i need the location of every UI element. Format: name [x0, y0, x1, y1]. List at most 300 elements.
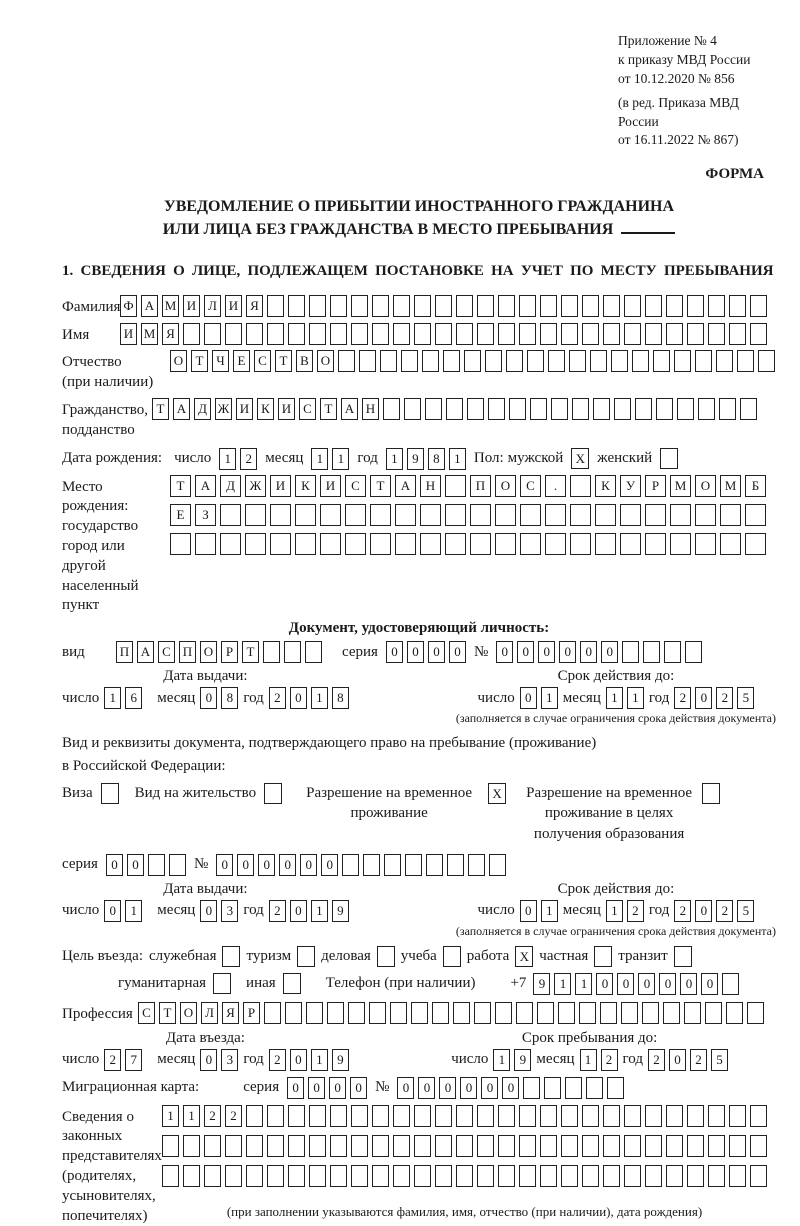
char-cell[interactable]: Б: [745, 475, 766, 497]
char-cell[interactable]: П: [179, 641, 196, 663]
char-cell[interactable]: [698, 398, 715, 420]
char-cell[interactable]: Ж: [215, 398, 232, 420]
purpose-work-checkbox[interactable]: X: [515, 946, 533, 967]
char-cell[interactable]: 0: [617, 973, 634, 995]
char-cell[interactable]: [401, 350, 418, 372]
char-cell[interactable]: 0: [407, 641, 424, 663]
char-cell[interactable]: .: [545, 475, 566, 497]
char-cell[interactable]: [729, 1165, 746, 1187]
char-cell[interactable]: [267, 295, 284, 317]
char-cell[interactable]: [545, 533, 566, 555]
char-cell[interactable]: [745, 533, 766, 555]
char-cell[interactable]: [570, 475, 591, 497]
char-cell[interactable]: [447, 854, 464, 876]
char-cell[interactable]: О: [180, 1002, 197, 1024]
char-cell[interactable]: [320, 504, 341, 526]
char-cell[interactable]: [372, 1105, 389, 1127]
char-cell[interactable]: [405, 854, 422, 876]
char-cell[interactable]: [758, 350, 775, 372]
char-cell[interactable]: [603, 323, 620, 345]
char-cell[interactable]: [624, 1105, 641, 1127]
char-cell[interactable]: 1: [627, 687, 644, 709]
edu-permit-checkbox[interactable]: [702, 783, 720, 804]
char-cell[interactable]: [716, 350, 733, 372]
char-cell[interactable]: 2: [269, 900, 286, 922]
char-cell[interactable]: [607, 1077, 624, 1099]
char-cell[interactable]: 1: [311, 448, 328, 470]
char-cell[interactable]: 0: [496, 641, 513, 663]
char-cell[interactable]: 0: [127, 854, 144, 876]
char-cell[interactable]: С: [138, 1002, 155, 1024]
char-cell[interactable]: 9: [332, 1049, 349, 1071]
char-cell[interactable]: [622, 641, 639, 663]
char-cell[interactable]: 1: [311, 1049, 328, 1071]
char-cell[interactable]: [750, 1105, 767, 1127]
char-cell[interactable]: [330, 1135, 347, 1157]
char-cell[interactable]: [684, 1002, 701, 1024]
char-cell[interactable]: 0: [287, 1077, 304, 1099]
char-cell[interactable]: [468, 854, 485, 876]
char-cell[interactable]: 1: [125, 900, 142, 922]
char-cell[interactable]: [729, 1105, 746, 1127]
char-cell[interactable]: [582, 1105, 599, 1127]
char-cell[interactable]: [645, 1105, 662, 1127]
char-cell[interactable]: [309, 1165, 326, 1187]
char-cell[interactable]: У: [620, 475, 641, 497]
char-cell[interactable]: [270, 533, 291, 555]
char-cell[interactable]: [670, 533, 691, 555]
char-cell[interactable]: П: [116, 641, 133, 663]
char-cell[interactable]: [288, 1165, 305, 1187]
char-cell[interactable]: [495, 533, 516, 555]
char-cell[interactable]: [663, 1002, 680, 1024]
char-cell[interactable]: [363, 854, 380, 876]
char-cell[interactable]: 1: [219, 448, 236, 470]
char-cell[interactable]: [603, 1165, 620, 1187]
char-cell[interactable]: [645, 533, 666, 555]
char-cell[interactable]: [162, 1135, 179, 1157]
char-cell[interactable]: И: [183, 295, 200, 317]
char-cell[interactable]: [506, 350, 523, 372]
char-cell[interactable]: 5: [711, 1049, 728, 1071]
char-cell[interactable]: Е: [233, 350, 250, 372]
char-cell[interactable]: М: [720, 475, 741, 497]
char-cell[interactable]: 2: [716, 900, 733, 922]
char-cell[interactable]: 8: [428, 448, 445, 470]
char-cell[interactable]: О: [317, 350, 334, 372]
char-cell[interactable]: [520, 533, 541, 555]
char-cell[interactable]: [426, 854, 443, 876]
char-cell[interactable]: 0: [659, 973, 676, 995]
char-cell[interactable]: [414, 1135, 431, 1157]
char-cell[interactable]: 0: [669, 1049, 686, 1071]
char-cell[interactable]: [750, 1135, 767, 1157]
char-cell[interactable]: Р: [645, 475, 666, 497]
char-cell[interactable]: [590, 350, 607, 372]
char-cell[interactable]: [642, 1002, 659, 1024]
char-cell[interactable]: [582, 1165, 599, 1187]
char-cell[interactable]: 0: [601, 641, 618, 663]
char-cell[interactable]: [645, 1165, 662, 1187]
char-cell[interactable]: [687, 1165, 704, 1187]
char-cell[interactable]: 1: [575, 973, 592, 995]
char-cell[interactable]: [345, 504, 366, 526]
char-cell[interactable]: [708, 1105, 725, 1127]
char-cell[interactable]: [705, 1002, 722, 1024]
char-cell[interactable]: [446, 398, 463, 420]
char-cell[interactable]: [204, 1165, 221, 1187]
char-cell[interactable]: [540, 295, 557, 317]
char-cell[interactable]: 0: [428, 641, 445, 663]
char-cell[interactable]: [498, 323, 515, 345]
char-cell[interactable]: Т: [242, 641, 259, 663]
char-cell[interactable]: 1: [606, 687, 623, 709]
char-cell[interactable]: 9: [533, 973, 550, 995]
char-cell[interactable]: [288, 1135, 305, 1157]
char-cell[interactable]: А: [173, 398, 190, 420]
char-cell[interactable]: 2: [225, 1105, 242, 1127]
char-cell[interactable]: [225, 323, 242, 345]
char-cell[interactable]: 8: [221, 687, 238, 709]
char-cell[interactable]: [643, 641, 660, 663]
char-cell[interactable]: 9: [332, 900, 349, 922]
char-cell[interactable]: [183, 323, 200, 345]
char-cell[interactable]: 2: [627, 900, 644, 922]
char-cell[interactable]: [664, 641, 681, 663]
char-cell[interactable]: [645, 504, 666, 526]
char-cell[interactable]: [572, 398, 589, 420]
char-cell[interactable]: [195, 533, 216, 555]
char-cell[interactable]: Ж: [245, 475, 266, 497]
char-cell[interactable]: [579, 1002, 596, 1024]
char-cell[interactable]: [246, 1135, 263, 1157]
char-cell[interactable]: [540, 1105, 557, 1127]
char-cell[interactable]: [519, 1165, 536, 1187]
char-cell[interactable]: [285, 1002, 302, 1024]
char-cell[interactable]: 3: [221, 900, 238, 922]
char-cell[interactable]: И: [320, 475, 341, 497]
char-cell[interactable]: Р: [243, 1002, 260, 1024]
char-cell[interactable]: [414, 1165, 431, 1187]
char-cell[interactable]: 0: [538, 641, 555, 663]
char-cell[interactable]: [383, 398, 400, 420]
char-cell[interactable]: Я: [222, 1002, 239, 1024]
char-cell[interactable]: [246, 1165, 263, 1187]
char-cell[interactable]: 8: [332, 687, 349, 709]
char-cell[interactable]: М: [670, 475, 691, 497]
char-cell[interactable]: 0: [290, 1049, 307, 1071]
char-cell[interactable]: [220, 533, 241, 555]
char-cell[interactable]: [445, 475, 466, 497]
char-cell[interactable]: 1: [311, 687, 328, 709]
char-cell[interactable]: [395, 533, 416, 555]
char-cell[interactable]: [614, 398, 631, 420]
char-cell[interactable]: [359, 350, 376, 372]
char-cell[interactable]: 0: [449, 641, 466, 663]
char-cell[interactable]: [750, 1165, 767, 1187]
char-cell[interactable]: [351, 1135, 368, 1157]
char-cell[interactable]: [372, 1165, 389, 1187]
char-cell[interactable]: 2: [716, 687, 733, 709]
char-cell[interactable]: [561, 295, 578, 317]
char-cell[interactable]: [435, 1105, 452, 1127]
char-cell[interactable]: [695, 350, 712, 372]
char-cell[interactable]: [270, 504, 291, 526]
char-cell[interactable]: [351, 323, 368, 345]
char-cell[interactable]: [635, 398, 652, 420]
char-cell[interactable]: [498, 1165, 515, 1187]
char-cell[interactable]: 2: [269, 687, 286, 709]
char-cell[interactable]: 1: [493, 1049, 510, 1071]
char-cell[interactable]: [204, 323, 221, 345]
char-cell[interactable]: [414, 323, 431, 345]
char-cell[interactable]: [708, 1135, 725, 1157]
char-cell[interactable]: 0: [329, 1077, 346, 1099]
char-cell[interactable]: [288, 1105, 305, 1127]
char-cell[interactable]: [722, 973, 739, 995]
char-cell[interactable]: [370, 533, 391, 555]
char-cell[interactable]: З: [195, 504, 216, 526]
char-cell[interactable]: [729, 295, 746, 317]
char-cell[interactable]: [306, 1002, 323, 1024]
char-cell[interactable]: [420, 504, 441, 526]
char-cell[interactable]: [435, 323, 452, 345]
char-cell[interactable]: [267, 1165, 284, 1187]
char-cell[interactable]: [342, 854, 359, 876]
char-cell[interactable]: [372, 1135, 389, 1157]
purpose-humanitarian-checkbox[interactable]: [213, 973, 231, 994]
char-cell[interactable]: [305, 641, 322, 663]
char-cell[interactable]: 0: [695, 687, 712, 709]
char-cell[interactable]: 0: [200, 1049, 217, 1071]
char-cell[interactable]: [624, 1135, 641, 1157]
char-cell[interactable]: 1: [162, 1105, 179, 1127]
char-cell[interactable]: [708, 295, 725, 317]
char-cell[interactable]: [666, 323, 683, 345]
char-cell[interactable]: И: [225, 295, 242, 317]
char-cell[interactable]: А: [341, 398, 358, 420]
char-cell[interactable]: Т: [152, 398, 169, 420]
char-cell[interactable]: [295, 533, 316, 555]
char-cell[interactable]: [620, 504, 641, 526]
char-cell[interactable]: [183, 1135, 200, 1157]
char-cell[interactable]: 0: [517, 641, 534, 663]
char-cell[interactable]: [750, 323, 767, 345]
char-cell[interactable]: [443, 350, 460, 372]
char-cell[interactable]: [624, 1165, 641, 1187]
char-cell[interactable]: [632, 350, 649, 372]
char-cell[interactable]: [527, 350, 544, 372]
char-cell[interactable]: Д: [220, 475, 241, 497]
char-cell[interactable]: А: [195, 475, 216, 497]
char-cell[interactable]: [435, 295, 452, 317]
char-cell[interactable]: [393, 1135, 410, 1157]
char-cell[interactable]: К: [595, 475, 616, 497]
char-cell[interactable]: [393, 1105, 410, 1127]
char-cell[interactable]: [370, 504, 391, 526]
char-cell[interactable]: 0: [418, 1077, 435, 1099]
char-cell[interactable]: Ф: [120, 295, 137, 317]
char-cell[interactable]: [745, 504, 766, 526]
char-cell[interactable]: [456, 323, 473, 345]
char-cell[interactable]: [645, 1135, 662, 1157]
char-cell[interactable]: [595, 504, 616, 526]
char-cell[interactable]: [520, 504, 541, 526]
male-checkbox[interactable]: X: [571, 448, 589, 469]
char-cell[interactable]: [519, 1135, 536, 1157]
char-cell[interactable]: [320, 533, 341, 555]
char-cell[interactable]: Л: [204, 295, 221, 317]
char-cell[interactable]: [162, 1165, 179, 1187]
char-cell[interactable]: [561, 1165, 578, 1187]
char-cell[interactable]: [498, 1105, 515, 1127]
char-cell[interactable]: [485, 350, 502, 372]
char-cell[interactable]: [422, 350, 439, 372]
char-cell[interactable]: О: [695, 475, 716, 497]
char-cell[interactable]: Я: [162, 323, 179, 345]
char-cell[interactable]: [495, 1002, 512, 1024]
char-cell[interactable]: [582, 323, 599, 345]
purpose-transit-checkbox[interactable]: [674, 946, 692, 967]
char-cell[interactable]: [740, 398, 757, 420]
char-cell[interactable]: [687, 295, 704, 317]
char-cell[interactable]: [558, 1002, 575, 1024]
char-cell[interactable]: [666, 1135, 683, 1157]
char-cell[interactable]: [540, 1135, 557, 1157]
char-cell[interactable]: [477, 295, 494, 317]
char-cell[interactable]: [595, 533, 616, 555]
char-cell[interactable]: [561, 323, 578, 345]
char-cell[interactable]: [495, 504, 516, 526]
char-cell[interactable]: [393, 295, 410, 317]
char-cell[interactable]: [246, 1105, 263, 1127]
purpose-other-checkbox[interactable]: [283, 973, 301, 994]
char-cell[interactable]: Т: [370, 475, 391, 497]
char-cell[interactable]: [380, 350, 397, 372]
char-cell[interactable]: 0: [520, 687, 537, 709]
char-cell[interactable]: [548, 350, 565, 372]
char-cell[interactable]: [570, 533, 591, 555]
char-cell[interactable]: [677, 398, 694, 420]
char-cell[interactable]: [309, 295, 326, 317]
char-cell[interactable]: 2: [104, 1049, 121, 1071]
char-cell[interactable]: 1: [606, 900, 623, 922]
char-cell[interactable]: 2: [690, 1049, 707, 1071]
char-cell[interactable]: И: [236, 398, 253, 420]
char-cell[interactable]: М: [162, 295, 179, 317]
char-cell[interactable]: [565, 1077, 582, 1099]
char-cell[interactable]: 2: [601, 1049, 618, 1071]
char-cell[interactable]: [267, 1135, 284, 1157]
char-cell[interactable]: [284, 641, 301, 663]
char-cell[interactable]: [345, 533, 366, 555]
char-cell[interactable]: [435, 1135, 452, 1157]
purpose-business-checkbox[interactable]: [377, 946, 395, 967]
visa-checkbox[interactable]: [101, 783, 119, 804]
char-cell[interactable]: О: [495, 475, 516, 497]
char-cell[interactable]: [687, 1135, 704, 1157]
char-cell[interactable]: Т: [159, 1002, 176, 1024]
char-cell[interactable]: [309, 323, 326, 345]
char-cell[interactable]: 1: [183, 1105, 200, 1127]
char-cell[interactable]: [666, 295, 683, 317]
copy-number-blank[interactable]: [621, 220, 675, 234]
char-cell[interactable]: [687, 323, 704, 345]
purpose-official-checkbox[interactable]: [222, 946, 240, 967]
char-cell[interactable]: 0: [520, 900, 537, 922]
char-cell[interactable]: [603, 295, 620, 317]
char-cell[interactable]: [621, 1002, 638, 1024]
char-cell[interactable]: [372, 295, 389, 317]
char-cell[interactable]: [540, 323, 557, 345]
char-cell[interactable]: [537, 1002, 554, 1024]
char-cell[interactable]: [225, 1135, 242, 1157]
char-cell[interactable]: [330, 1165, 347, 1187]
char-cell[interactable]: [695, 504, 716, 526]
char-cell[interactable]: [393, 323, 410, 345]
char-cell[interactable]: [729, 323, 746, 345]
char-cell[interactable]: [489, 854, 506, 876]
char-cell[interactable]: [384, 854, 401, 876]
char-cell[interactable]: [561, 1105, 578, 1127]
char-cell[interactable]: 7: [125, 1049, 142, 1071]
char-cell[interactable]: [544, 1077, 561, 1099]
char-cell[interactable]: 1: [541, 687, 558, 709]
char-cell[interactable]: В: [296, 350, 313, 372]
char-cell[interactable]: 0: [290, 900, 307, 922]
char-cell[interactable]: 0: [106, 854, 123, 876]
char-cell[interactable]: [653, 350, 670, 372]
char-cell[interactable]: 3: [221, 1049, 238, 1071]
char-cell[interactable]: 0: [559, 641, 576, 663]
char-cell[interactable]: 0: [502, 1077, 519, 1099]
char-cell[interactable]: [351, 295, 368, 317]
char-cell[interactable]: [183, 1165, 200, 1187]
char-cell[interactable]: И: [270, 475, 291, 497]
char-cell[interactable]: [372, 323, 389, 345]
char-cell[interactable]: [645, 323, 662, 345]
char-cell[interactable]: [456, 1165, 473, 1187]
char-cell[interactable]: 0: [638, 973, 655, 995]
char-cell[interactable]: Т: [320, 398, 337, 420]
purpose-study-checkbox[interactable]: [443, 946, 461, 967]
char-cell[interactable]: [435, 1165, 452, 1187]
char-cell[interactable]: [246, 323, 263, 345]
char-cell[interactable]: [220, 504, 241, 526]
char-cell[interactable]: [404, 398, 421, 420]
char-cell[interactable]: Т: [191, 350, 208, 372]
char-cell[interactable]: Н: [420, 475, 441, 497]
char-cell[interactable]: [414, 1105, 431, 1127]
char-cell[interactable]: [488, 398, 505, 420]
char-cell[interactable]: [467, 398, 484, 420]
char-cell[interactable]: 9: [514, 1049, 531, 1071]
char-cell[interactable]: [498, 295, 515, 317]
char-cell[interactable]: [750, 295, 767, 317]
char-cell[interactable]: О: [170, 350, 187, 372]
char-cell[interactable]: [551, 398, 568, 420]
char-cell[interactable]: [729, 1135, 746, 1157]
char-cell[interactable]: [477, 1135, 494, 1157]
char-cell[interactable]: А: [395, 475, 416, 497]
char-cell[interactable]: Я: [246, 295, 263, 317]
char-cell[interactable]: [687, 1105, 704, 1127]
residence-permit-checkbox[interactable]: [264, 783, 282, 804]
char-cell[interactable]: [338, 350, 355, 372]
char-cell[interactable]: [666, 1165, 683, 1187]
char-cell[interactable]: 6: [125, 687, 142, 709]
char-cell[interactable]: 0: [439, 1077, 456, 1099]
